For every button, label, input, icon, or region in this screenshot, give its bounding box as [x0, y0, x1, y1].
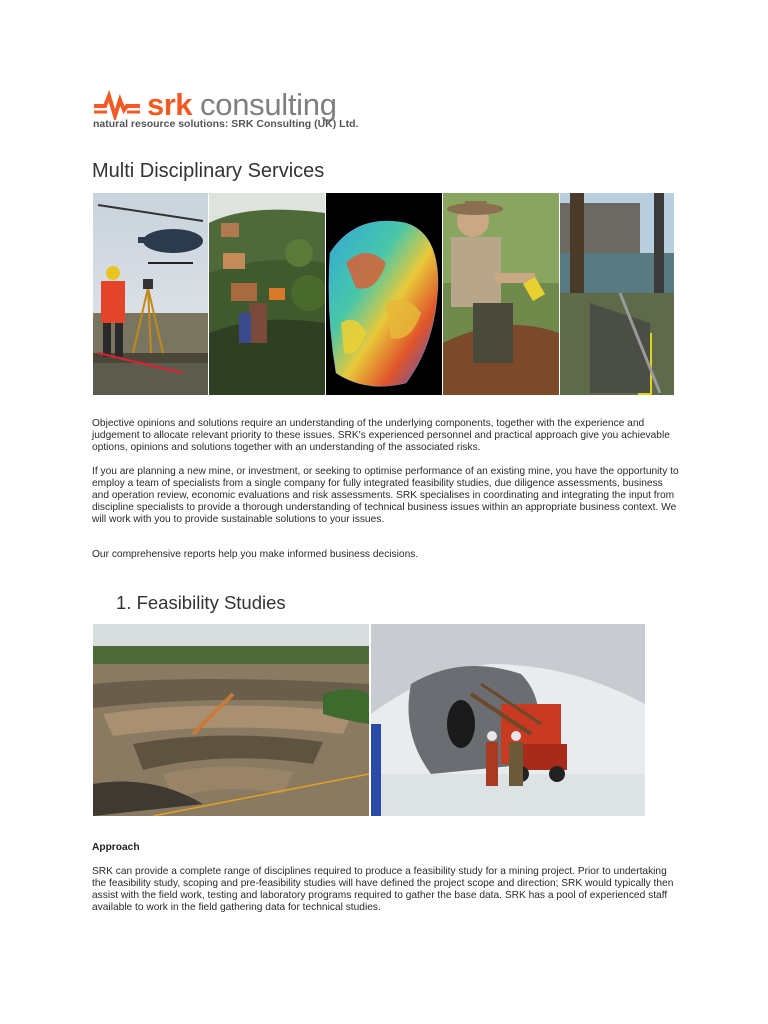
logo-brand-text: srk: [147, 87, 193, 122]
section-title: Multi Disciplinary Services: [92, 160, 325, 182]
approach-paragraph: SRK can provide a complete range of disciplines required to produce a feasibility study for a mining project. Prior to undertaking the feasibility study, scoping and pre-feasibility studies will have defined the project scope and direction; SRK would typically then assist with the field work, testing and laboratory programs required to gather the base data. SRK has a pool of experienced staff available to work in the field gathering data for technical studies.: [92, 866, 674, 913]
intro-paragraph-3: Our comprehensive reports help you make informed business decisions.: [92, 549, 419, 560]
intro-paragraph-2: If you are planning a new mine, or investment, or seeking to optimise performance of an existing mine, you have the opportunity to employ a team of specialists from a single company for fully integrated feasibility studies, due diligence assessments, business and operation review, economic evaluations and risk assessments. SRK specialises in coordinating and integrating the input from discipline specialists to provide a thorough understanding of technical business issues within an appropriate business context. We will work with you to provide sustainable solutions to your issues.: [92, 466, 679, 525]
intro-paragraph-1: Objective opinions and solutions require an understanding of the underlying components, together with the experience and judgement to allocate relevant priority to these issues. SRK's experienced personnel and practical approach give you achievable options, opinions and solutions together with an understanding of the associated risks.: [92, 418, 670, 453]
tagline: natural resource solutions: SRK Consulting (UK) Ltd.: [93, 118, 359, 130]
photo-geologist-sampling: [443, 193, 559, 395]
srk-wave-logo-icon: [93, 90, 141, 120]
photo-field-porters: [209, 193, 325, 395]
feasibility-title: 1. Feasibility Studies: [116, 592, 286, 613]
photo-underground-drilling: [371, 624, 645, 816]
logo-word-text: consulting: [200, 87, 337, 122]
srk-logo: [93, 84, 337, 120]
services-photo-strip: [93, 193, 674, 395]
approach-heading: Approach: [92, 842, 140, 853]
photo-open-pit-mine: [93, 624, 369, 816]
photo-processing-plant: [560, 193, 674, 395]
photo-helicopter-survey: [93, 193, 208, 395]
photo-3d-ore-model: [326, 193, 442, 395]
feasibility-photos: [93, 624, 645, 816]
